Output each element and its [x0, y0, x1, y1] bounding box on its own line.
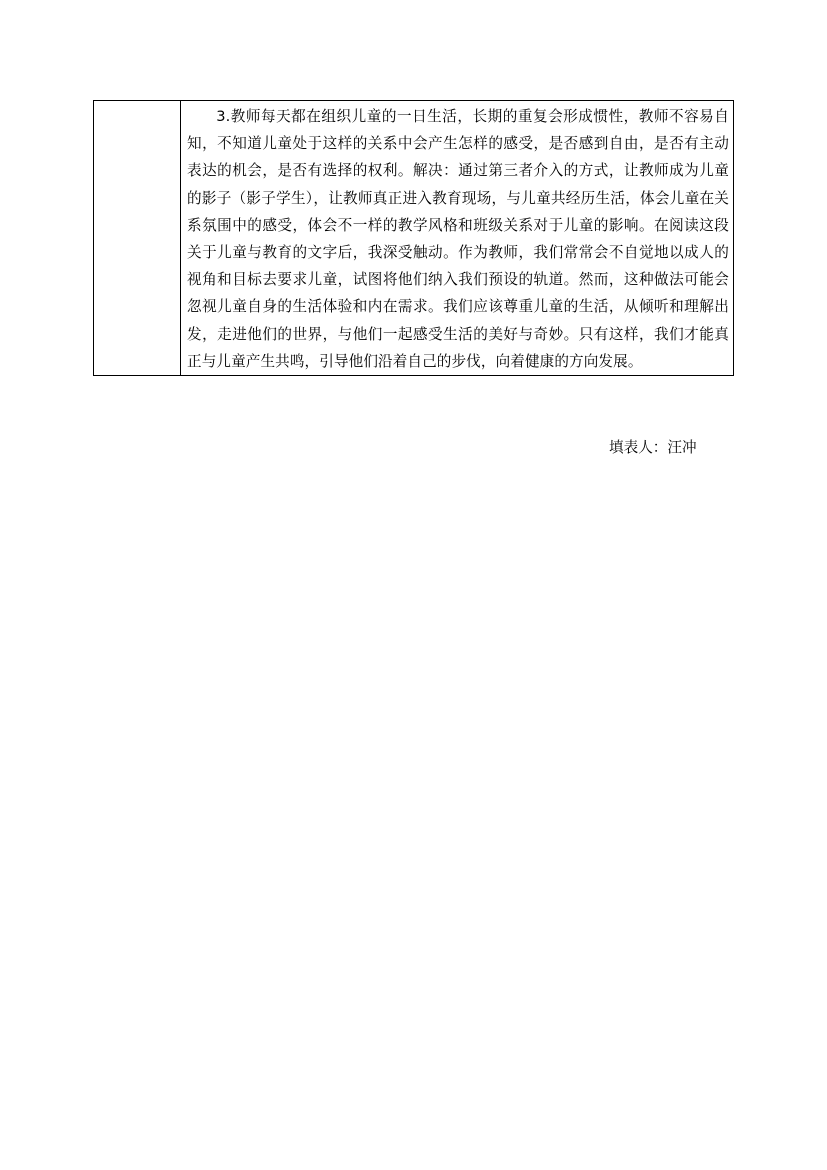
content-cell: [181, 101, 734, 376]
label-cell: [94, 101, 181, 376]
reflection-table: [93, 100, 734, 376]
table-row: [94, 101, 734, 376]
reflection-paragraph: 3.教师每天都在组织儿童的一日生活，长期的重复会形成惯性，教师不容易自知，不知道儿童处于这样的关系中会产生怎样的感受，是否感到自由，是否有主动表达的机会，是否有选择的权利。解决：通过第三者介入的方式，让教师成为儿童的影子（影子学生），让教师真正进入教育现场，与儿童共经历生活，体会儿童在关系氛围中的感受，体会不一样的教学风格和班级关系对于儿童的影响。在阅读这段关于儿童与教育的文字后，我深受触动。作为教师，我们常常会不自觉地以成人的视角和目标去要求儿童，试图将他们纳入我们预设的轨道。然而，这种做法可能会忽视儿童自身的生活体验和内在需求。我们应该尊重儿童的生活，从倾听和理解出发，走进他们的世界，与他们一起感受生活的美好与奇妙。只有这样，我们才能真正与儿童产生共鸣，引导他们沿着自己的步伐，向着健康的方向发展。: [187, 108, 729, 370]
form-filler: 填表人：汪冲: [609, 439, 697, 456]
